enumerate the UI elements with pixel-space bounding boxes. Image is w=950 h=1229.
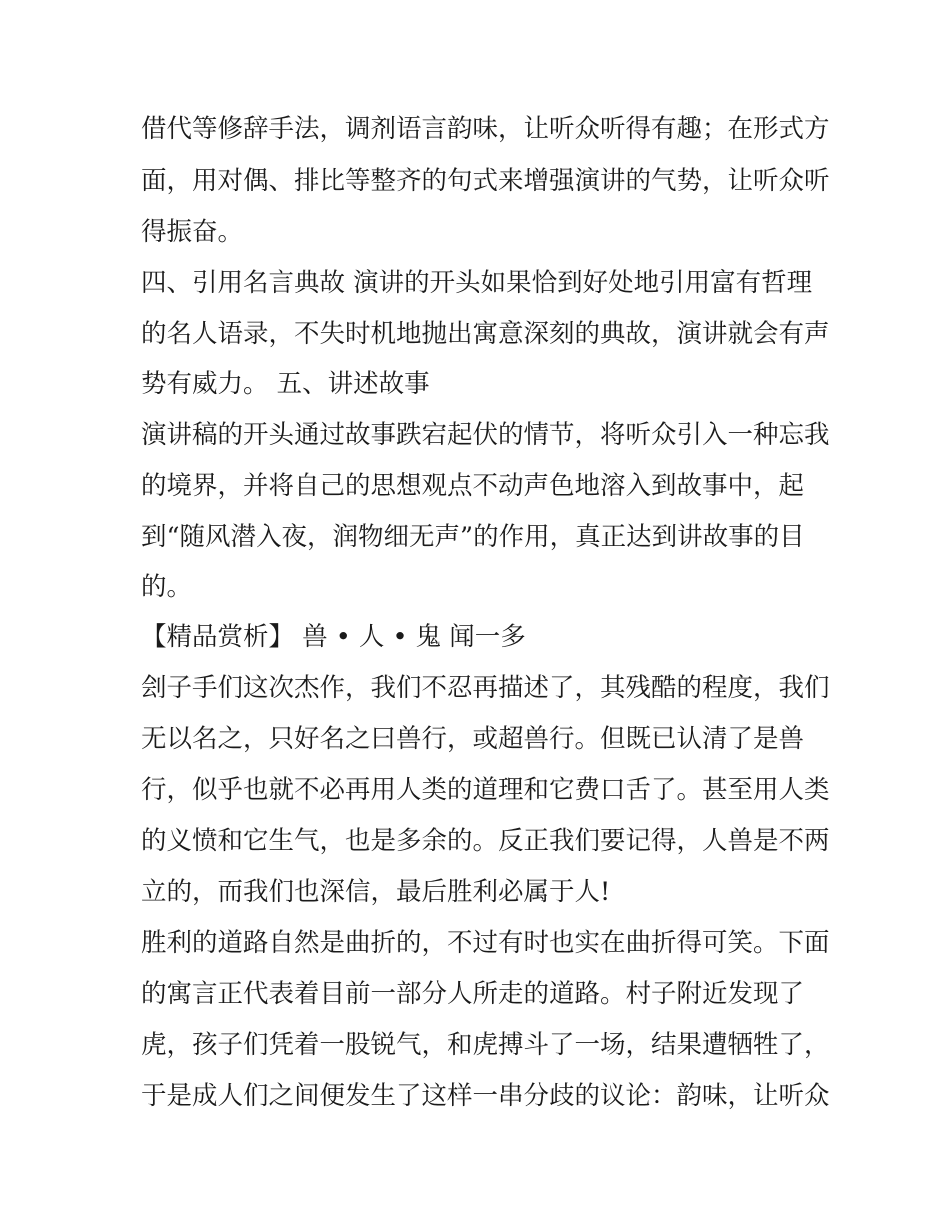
text-line: 得振奋。 <box>141 217 244 247</box>
text-line: 演讲稿的开头通过故事跌宕起伏的情节，将听众引入一种忘我 <box>141 420 830 450</box>
text-line: 四、引用名言典故 演讲的开头如果恰到好处地引用富有哲理 <box>141 268 813 298</box>
text-line: 刽子手们这次杰作，我们不忍再描述了，其残酷的程度，我们 <box>141 673 830 703</box>
text-line: 立的，而我们也深信，最后胜利必属于人! <box>141 877 611 907</box>
text-line: 的。 <box>141 572 193 602</box>
text-line: 的名人语录，不失时机地抛出寓意深刻的典故，演讲就会有声 <box>141 319 830 349</box>
text-line: 借代等修辞手法，调剂语言韵味，让听众听得有趣；在形式方 <box>141 114 830 144</box>
section-heading: 【精品赏析】 兽 • 人 • 鬼 闻一多 <box>141 622 526 652</box>
text-line: 无以名之，只好名之曰兽行，或超兽行。但既已认清了是兽 <box>141 724 805 754</box>
text-line: 面，用对偶、排比等整齐的句式来增强演讲的气势，让听众听 <box>141 166 830 196</box>
text-line: 胜利的道路自然是曲折的，不过有时也实在曲折得可笑。下面 <box>141 928 830 958</box>
text-line: 的义愤和它生气，也是多余的。反正我们要记得，人兽是不两 <box>141 826 830 856</box>
text-line: 势有威力。 五、讲述故事 <box>141 369 430 399</box>
text-line: 虎，孩子们凭着一股锐气，和虎搏斗了一场，结果遭牺牲了， <box>141 1030 830 1060</box>
text-line: 的境界，并将自己的思想观点不动声色地溶入到故事中，起 <box>141 471 805 501</box>
text-line: 的寓言正代表着目前一部分人所走的道路。村子附近发现了 <box>141 979 805 1009</box>
text-line: 行，似乎也就不必再用人类的道理和它费口舌了。甚至用人类 <box>141 775 830 805</box>
text-line: 到“随风潜入夜，润物细无声”的作用，真正达到讲故事的目 <box>141 522 805 552</box>
text-line: 于是成人们之间便发生了这样一串分歧的议论：韵味，让听众 <box>141 1081 830 1111</box>
